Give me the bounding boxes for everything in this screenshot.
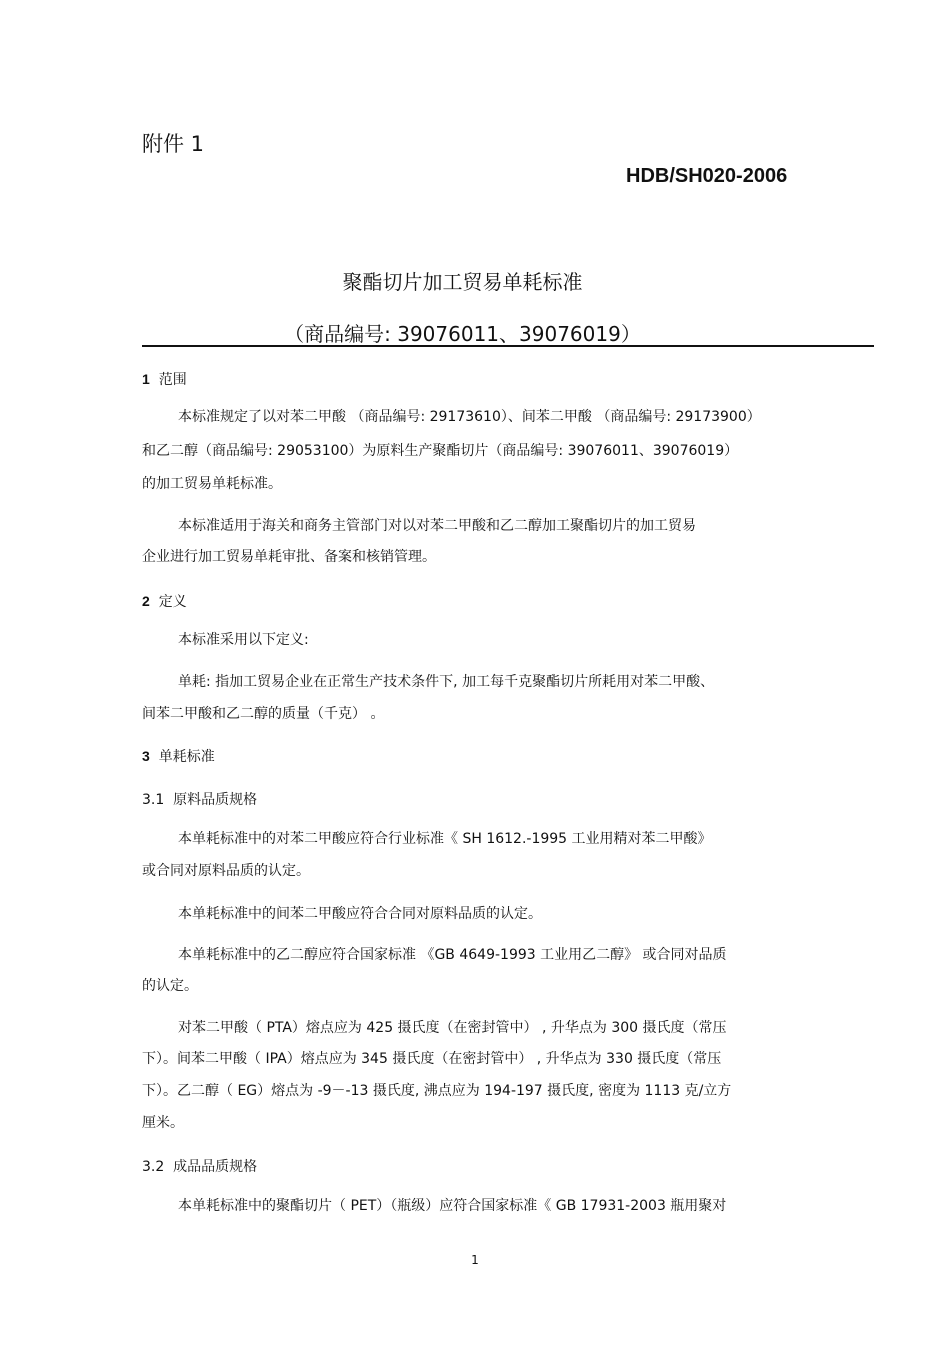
paragraph-line: 本标准适用于海关和商务主管部门对以对苯二甲酸和乙二醇加工聚酯切片的加工贸易 (178, 518, 696, 534)
paragraph-line: 对苯二甲酸（ PTA）熔点应为 425 摄氏度（在密封管中） , 升华点为 300 摄氏度（常压 (178, 1020, 727, 1036)
paragraph-line: 本单耗标准中的间苯二甲酸应符合合同对原料品质的认定。 (178, 906, 542, 922)
title-divider (142, 345, 874, 347)
section-title: 成品品质规格 (173, 1159, 258, 1175)
paragraph-line: 本标准规定了以对苯二甲酸 （商品编号: 29173610）、间苯二甲酸 （商品编号: 29173900） (178, 409, 761, 425)
paragraph-line: 企业进行加工贸易单耗审批、备案和核销管理。 (142, 549, 436, 565)
section-title: 单耗标准 (158, 749, 215, 765)
section-number: 2 (142, 593, 150, 609)
section-heading-scope (142, 369, 187, 389)
attachment-label: 附件 1 (142, 132, 205, 156)
paragraph-line: 本单耗标准中的聚酯切片（ PET）（瓶级）应符合国家标准《 GB 17931-2003 瓶用聚对 (178, 1198, 727, 1214)
paragraph-line: 本标准采用以下定义: (178, 632, 309, 648)
paragraph-line: 单耗: 指加工贸易企业在正常生产技术条件下, 加工每千克聚酯切片所耗用对苯二甲酸、 (178, 674, 715, 690)
section-number: 3 (142, 748, 150, 764)
paragraph-line: 本单耗标准中的对苯二甲酸应符合行业标准《 SH 1612.-1995 工业用精对苯二甲酸》 (178, 831, 712, 847)
paragraph-line: 和乙二醇（商品编号: 29053100）为原料生产聚酯切片（商品编号: 39076011、39076019） (142, 443, 739, 459)
paragraph-line: 本单耗标准中的乙二醇应符合国家标准 《GB 4649-1993 工业用乙二醇》 或合同对品质 (178, 947, 727, 963)
standard-code: HDB/SH020-2006 (626, 165, 788, 187)
section-title: 原料品质规格 (173, 792, 258, 808)
section-title: 定义 (158, 594, 187, 610)
page-number: 1 (471, 1253, 479, 1267)
paragraph-line: 下）。间苯二甲酸（ IPA）熔点应为 345 摄氏度（在密封管中） , 升华点为 330 摄氏度（常压 (142, 1051, 722, 1067)
section-heading-standard (142, 746, 215, 766)
section-heading-definition (142, 591, 187, 611)
paragraph-line: 下）。乙二醇（ EG）熔点为 -9－-13 摄氏度, 沸点应为 194-197 摄氏度, 密度为 1113 克/立方 (142, 1083, 732, 1099)
section-number: 1 (142, 371, 150, 387)
paragraph-line: 间苯二甲酸和乙二醇的质量（千克） 。 (142, 706, 385, 722)
section-heading-raw-material (142, 789, 257, 809)
paragraph-line: 的认定。 (142, 978, 198, 994)
paragraph-line: 或合同对原料品质的认定。 (142, 863, 310, 879)
section-number: 3.1 (142, 792, 165, 808)
section-heading-product (142, 1156, 257, 1176)
paragraph-line: 的加工贸易单耗标准。 (142, 476, 282, 492)
section-title: 范围 (158, 372, 187, 388)
paragraph-line: 厘米。 (142, 1115, 184, 1131)
section-number: 3.2 (142, 1159, 165, 1175)
document-title: 聚酯切片加工贸易单耗标准 (342, 270, 583, 294)
document-subtitle: （商品编号: 39076011、39076019） (284, 322, 641, 346)
